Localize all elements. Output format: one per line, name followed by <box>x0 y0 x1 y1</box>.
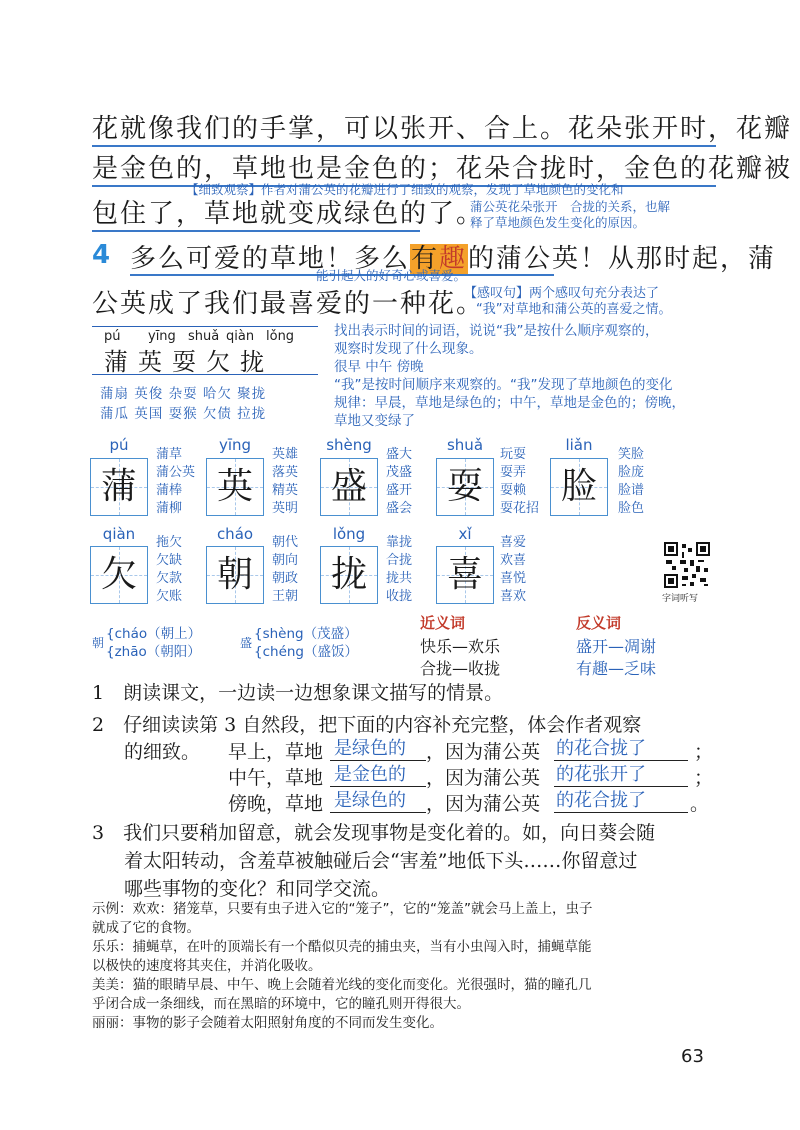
answer-line: 以极快的速度将其夹住，并消化吸收。 <box>92 958 322 974</box>
char-pinyin: yīng <box>218 436 252 454</box>
fill-row-mid: ，因为蒲公英 <box>426 741 541 763</box>
char-pinyin: shuǎ <box>446 436 484 454</box>
char-words: 拖欠 欠缺 欠款 欠账 <box>156 535 183 604</box>
vocab-words-row-2: 蒲瓜 英国 耍猴 欠债 拉拢 <box>100 406 267 422</box>
polyphone-reading: {shèng（茂盛） <box>254 626 358 642</box>
answer-line: 示例：欢欢：猪笼草，只要有虫子进入它的“笼子”，它的“笼盖”就会马上盖上，虫子 <box>92 901 593 917</box>
exercise-2: 2 仔细读读第 3 自然段，把下面的内容补充完整，体会作者观察 <box>92 714 642 736</box>
question-answer: “我”是按时间顺序来观察的。“我”发现了草地颜色的变化 <box>334 377 673 393</box>
question-line: 观察时发现了什么现象。 <box>334 341 483 357</box>
answer-line: 就成了它的食物。 <box>92 920 200 936</box>
char-pinyin: lǒng <box>332 525 366 543</box>
char-words: 英雄 落英 精英 英明 <box>272 447 299 516</box>
fill-row-mid: ，因为蒲公英 <box>426 767 541 789</box>
vocab-pinyin-3: shuǎ <box>188 329 220 344</box>
fill-row-time: 傍晚，草地 <box>228 793 324 815</box>
char-words: 蒲草 蒲公英 蒲棒 蒲柳 <box>156 447 196 516</box>
exercise-3: 3 我们只要稍加留意，就会发现事物是变化着的。如，向日葵会随 <box>92 822 656 844</box>
vocab-characters: 蒲英耍欠拢 <box>104 348 274 376</box>
char-words: 玩耍 耍弄 耍赖 耍花招 <box>500 447 540 516</box>
page-number: 63 <box>681 1046 704 1067</box>
big-character: 英 <box>216 466 253 507</box>
synonyms-heading: 近义词 <box>420 614 466 632</box>
note-detail-observation-2: 蒲公英花朵张开 合拢的关系，也解 <box>470 199 671 214</box>
paragraph-4-line-1: 多么可爱的草地！多么有趣的蒲公英！从那时起，蒲 <box>130 244 777 274</box>
char-pinyin: qiàn <box>102 525 136 543</box>
vocab-pinyin-5: lǒng <box>266 329 295 344</box>
char-pinyin: xǐ <box>458 525 472 543</box>
vocab-divider <box>92 374 318 375</box>
exercise-2-cont: 的细致。 <box>124 741 201 763</box>
fill-row-time: 早上，草地 <box>228 741 324 763</box>
answer-line: 乐乐：捕蝇草，在叶的顶端长有一个酷似贝壳的捕虫夹，当有小虫闯入时，捕蝇草能 <box>92 939 592 955</box>
big-character: 耍 <box>446 466 483 507</box>
question-answer: 很早 中午 傍晚 <box>334 359 424 375</box>
answer-block <box>92 900 732 1033</box>
big-character: 脸 <box>560 466 597 507</box>
question-box <box>334 322 724 430</box>
char-words: 笑脸 脸庞 脸谱 脸色 <box>618 447 645 516</box>
text-line-1: 花就像我们的手掌，可以张开、合上。花朵张开时，花瓣 <box>92 114 793 144</box>
note-detail-observation: 【细致观察】作者对蒲公英的花瓣进行了细致的观察，发现了草地颜色的变化和 <box>186 182 624 197</box>
synonym-item: 合拢—收拢 <box>420 659 501 678</box>
note-detail-observation-3: 释了草地颜色发生变化的原因。 <box>470 215 646 230</box>
fill-row-time: 中午，草地 <box>228 767 324 789</box>
question-answer: 规律：早晨，草地是绿色的；中午，草地是金色的；傍晚， <box>334 395 685 411</box>
char-pinyin: cháo <box>216 525 254 543</box>
char-pinyin: pú <box>109 436 129 454</box>
fill-row-end: ； <box>694 767 714 789</box>
big-character: 欠 <box>100 554 137 595</box>
big-character: 蒲 <box>100 466 137 507</box>
vocab-pinyin-2: yīng <box>148 329 176 344</box>
big-character: 盛 <box>330 466 367 507</box>
fill-answer[interactable]: 是绿色的 <box>334 790 406 811</box>
note-interest: 能引起人的好奇心或喜爱。 <box>316 268 467 283</box>
answer-line: 美美：猫的眼睛早晨、中午、晚上会随着光线的变化而变化。光很强时，猫的瞳孔几 <box>92 977 592 993</box>
text-line-3: 包住了，草地就变成绿色的了。 <box>92 199 485 229</box>
polyphone-reading: {chéng（盛饭） <box>254 644 358 660</box>
polyphone-char: 盛 <box>240 636 253 650</box>
exercise-3-cont: 哪些事物的变化？和同学交流。 <box>124 878 391 900</box>
big-character: 喜 <box>446 554 483 595</box>
fill-answer[interactable]: 是绿色的 <box>334 738 406 759</box>
question-line: 找出表示时间的词语，说说“我”是按什么顺序观察的， <box>334 323 659 339</box>
qr-code-icon[interactable] <box>664 542 710 588</box>
annotation-underline <box>92 145 716 147</box>
vocab-words-row-1: 蒲扇 英俊 杂耍 哈欠 聚拢 <box>100 386 267 402</box>
note-exclamation-1: 【感叹句】两个感叹句充分表达了 <box>464 286 660 301</box>
vocab-pinyin-4: qiàn <box>226 329 255 344</box>
text-line-2: 是金色的，草地也是金色的；花朵合拢时，金色的花瓣被 <box>92 154 793 184</box>
char-words: 盛大 茂盛 盛开 盛会 <box>386 447 413 516</box>
paragraph-number: 4 <box>92 240 111 270</box>
char-words: 朝代 朝向 朝政 王朝 <box>272 535 299 604</box>
paragraph-4-line-2: 公英成了我们最喜爱的一种花。 <box>92 289 485 319</box>
antonym-item: 盛开—凋谢 <box>576 637 657 656</box>
fill-answer[interactable]: 的花张开了 <box>556 764 646 785</box>
fill-row-end: ； <box>694 741 714 763</box>
fill-row-mid: ，因为蒲公英 <box>426 793 541 815</box>
fill-answer[interactable]: 是金色的 <box>334 764 406 785</box>
question-answer: 草地又变绿了 <box>334 413 415 429</box>
vocab-pinyin-1: pú <box>104 329 121 344</box>
vocab-divider <box>92 326 318 327</box>
char-words: 靠拢 合拢 拢共 收拢 <box>386 535 413 604</box>
big-character: 朝 <box>216 554 253 595</box>
annotation-underline <box>92 230 420 232</box>
fill-row-end: 。 <box>690 793 710 815</box>
highlight-word: 有趣 <box>411 244 468 274</box>
polyphone-char: 朝 <box>92 636 105 650</box>
note-exclamation-2: “我”对草地和蒲公英的喜爱之情。 <box>476 302 672 317</box>
char-pinyin: liǎn <box>565 436 593 454</box>
answer-line: 丽丽：事物的影子会随着太阳照射角度的不同而发生变化。 <box>92 1015 443 1031</box>
fill-blank-line <box>554 812 688 813</box>
char-words: 喜爱 欢喜 喜悦 喜欢 <box>500 535 527 604</box>
antonyms-heading: 反义词 <box>576 614 622 632</box>
fill-answer[interactable]: 的花合拢了 <box>556 790 646 811</box>
answer-line: 乎闭合成一条细线，而在黑暗的环境中，它的瞳孔则开得很大。 <box>92 996 470 1012</box>
exercise-1: 1 朗读课文，一边读一边想象课文描写的情景。 <box>92 682 504 704</box>
synonym-item: 快乐—欢乐 <box>420 637 501 656</box>
char-pinyin: shèng <box>326 436 372 454</box>
exercise-3-cont: 着太阳转动，含羞草被触碰后会“害羞”地低下头……你留意过 <box>124 850 638 872</box>
fill-answer[interactable]: 的花合拢了 <box>556 738 646 759</box>
polyphone-reading: {zhāo（朝阳） <box>106 644 201 660</box>
qr-label: 字词听写 <box>662 594 699 604</box>
polyphone-reading: {cháo（朝上） <box>106 626 202 642</box>
fill-blank-line <box>330 812 426 813</box>
big-character: 拢 <box>330 554 367 595</box>
antonym-item: 有趣—乏味 <box>576 659 657 678</box>
